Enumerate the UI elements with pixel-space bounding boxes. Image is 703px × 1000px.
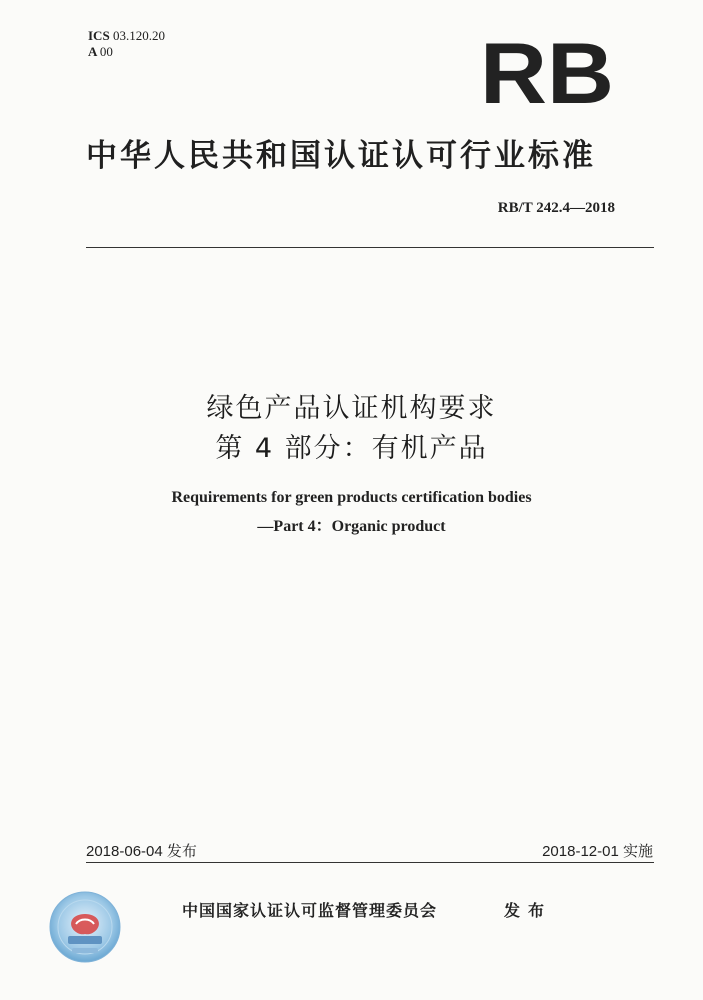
- chinese-title-line-2: 第 4 部分：有机产品: [215, 433, 488, 464]
- ics-line: [88, 28, 165, 44]
- ics-label: ICS: [88, 28, 110, 43]
- issue-label: 发布: [504, 901, 553, 920]
- rb-logo-text: RB: [480, 41, 614, 105]
- english-title-line-1: Requirements for green products certification bodies: [171, 489, 532, 506]
- ccs-line: [88, 44, 165, 60]
- classification-codes: [88, 28, 165, 60]
- english-title-line-2: —Part 4：Organic product: [257, 518, 446, 535]
- industry-standard-title: 中华人民共和国认证认可行业标准: [86, 138, 596, 174]
- release-date: 2018-06-04 发布: [86, 843, 197, 860]
- standard-number: RB/T 242.4—2018: [497, 200, 615, 216]
- rb-logo: [479, 41, 616, 105]
- ics-code: 03.120.20: [112, 28, 165, 43]
- ccs-letter: A: [88, 44, 97, 59]
- anti-counterfeit-seal-icon: [48, 890, 122, 964]
- ccs-code: 00: [99, 44, 113, 59]
- issuing-authority: 中国国家认证认可监督管理委员会: [182, 901, 438, 920]
- footer-divider: [86, 862, 654, 863]
- chinese-title-line-1: 绿色产品认证机构要求: [206, 393, 497, 424]
- implementation-date: 2018-12-01 实施: [542, 843, 653, 860]
- header-divider: [86, 247, 654, 248]
